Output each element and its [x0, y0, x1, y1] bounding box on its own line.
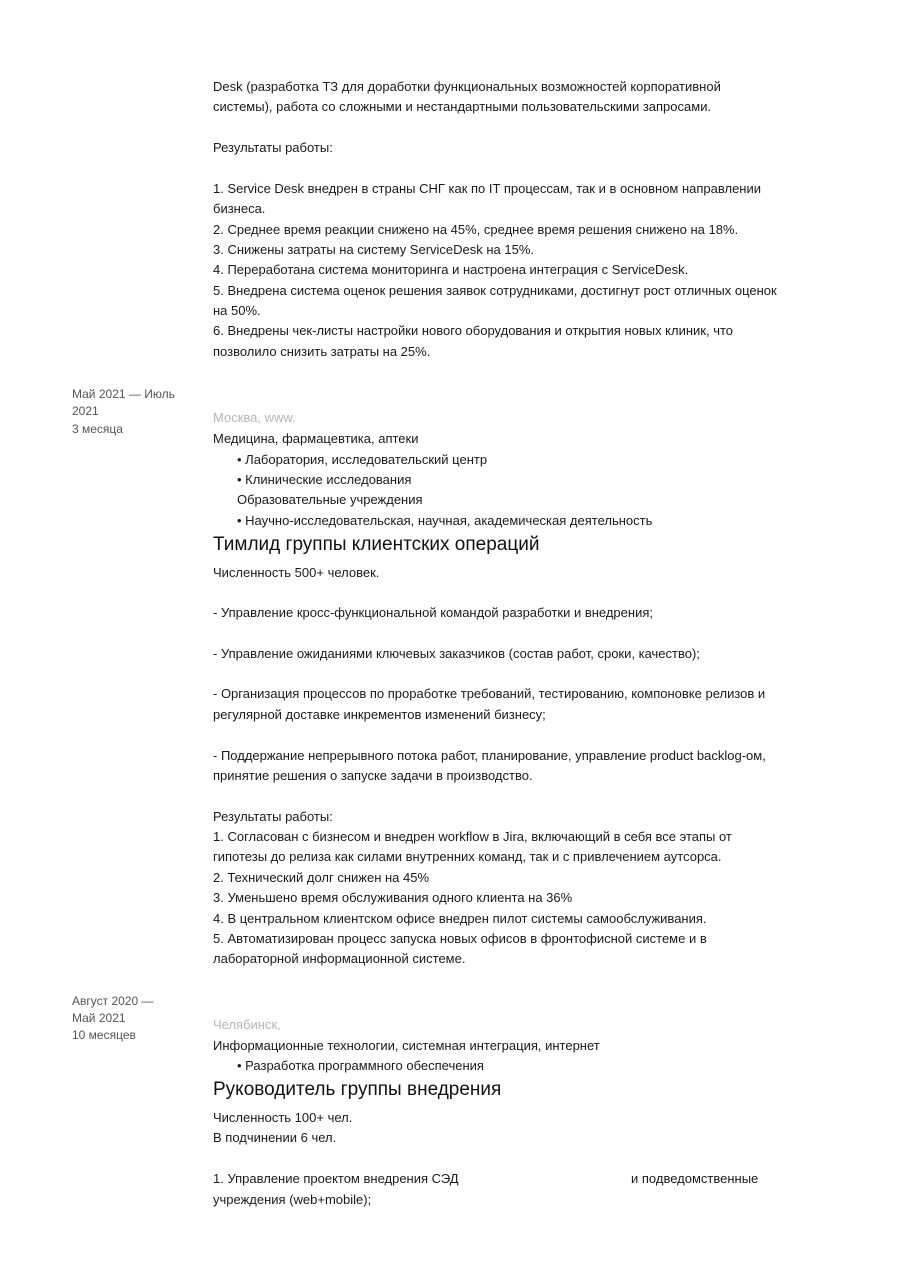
job-period-start: Май 2021 — Июль	[72, 387, 175, 401]
job-location: Москва, www.	[213, 410, 296, 425]
job-title: Руководитель группы внедрения	[213, 1079, 502, 1100]
results-title: Результаты работы:	[213, 809, 333, 824]
result-line: 5. Внедрена система оценок решения заявок сотрудниками, достигнут рост отличных оценок	[213, 283, 777, 298]
job-industry: Медицина, фармацевтика, аптеки	[213, 431, 419, 446]
result-line: позволило снизить затраты на 25%.	[213, 344, 431, 359]
result-line: 3. Уменьшено время обслуживания одного клиента на 36%	[213, 890, 573, 905]
result-line: 6. Внедрены чек-листы настройки нового оборудования и открытия новых клиник, что	[213, 323, 734, 338]
result-line: 1. Согласован с бизнесом и внедрен workflow в Jira, включающий в себя все этапы от	[213, 829, 732, 844]
job-duration: 10 месяцев	[72, 1028, 136, 1042]
job-industry: Информационные технологии, системная интеграция, интернет	[213, 1038, 600, 1053]
industry-item: Образовательные учреждения	[237, 492, 423, 507]
duty-line: принятие решения о запуске задачи в производство.	[213, 768, 533, 783]
result-line: гипотезы до релиза как силами внутренних команд, так и с привлечением аутсорса.	[213, 849, 722, 864]
duty-line-continuation: и подведомственные	[631, 1171, 759, 1186]
result-line: 2. Среднее время реакции снижено на 45%, среднее время решения снижено на 18%.	[213, 222, 739, 237]
results-title: Результаты работы:	[213, 140, 333, 155]
duty-line: - Поддержание непрерывного потока работ, планирование, управление product backlog-ом,	[213, 748, 766, 763]
industry-item: • Лаборатория, исследовательский центр	[237, 452, 488, 467]
result-line: лабораторной информационной системе.	[213, 951, 466, 966]
duty-line: - Организация процессов по проработке требований, тестированию, компоновке релизов и	[213, 686, 766, 701]
job-period-end: Май 2021	[72, 1011, 126, 1025]
industry-item: • Научно-исследовательская, научная, академическая деятельность	[237, 513, 653, 528]
result-line: 3. Снижены затраты на систему ServiceDesk на 15%.	[213, 242, 535, 257]
industry-item: • Клинические исследования	[237, 472, 412, 487]
job-period-start: Август 2020 —	[72, 994, 154, 1008]
result-line: бизнеса.	[213, 201, 266, 216]
job-period-end: 2021	[72, 404, 99, 418]
duty-line: учреждения (web+mobile);	[213, 1192, 372, 1207]
result-line: 4. Переработана система мониторинга и настроена интеграция с ServiceDesk.	[213, 262, 689, 277]
duty-line: - Управление ожиданиями ключевых заказчиков (состав работ, сроки, качество);	[213, 646, 700, 661]
intro-line: системы), работа со сложными и нестандартными пользовательскими запросами.	[213, 99, 712, 114]
result-line: на 50%.	[213, 303, 261, 318]
job-duration: 3 месяца	[72, 422, 123, 436]
duty-line: 1. Управление проектом внедрения СЭД	[213, 1171, 459, 1186]
job-headcount: Численность 100+ чел.	[213, 1110, 353, 1125]
result-line: 4. В центральном клиентском офисе внедрен пилот системы самообслуживания.	[213, 911, 707, 926]
result-line: 2. Технический долг снижен на 45%	[213, 870, 430, 885]
duty-line: регулярной доставке инкрементов изменений бизнесу;	[213, 707, 546, 722]
job-headcount: Численность 500+ человек.	[213, 565, 380, 580]
job-subordinates: В подчинении 6 чел.	[213, 1130, 337, 1145]
job-title: Тимлид группы клиентских операций	[213, 534, 540, 555]
job-location: Челябинск,	[213, 1017, 281, 1032]
intro-line: Desk (разработка ТЗ для доработки функциональных возможностей корпоративной	[213, 79, 721, 94]
result-line: 1. Service Desk внедрен в страны СНГ как по IT процессам, так и в основном направлении	[213, 181, 762, 196]
result-line: 5. Автоматизирован процесс запуска новых офисов в фронтофисной системе и в	[213, 931, 707, 946]
duty-line: - Управление кросс-функциональной командой разработки и внедрения;	[213, 605, 653, 620]
industry-item: • Разработка программного обеспечения	[237, 1058, 484, 1073]
